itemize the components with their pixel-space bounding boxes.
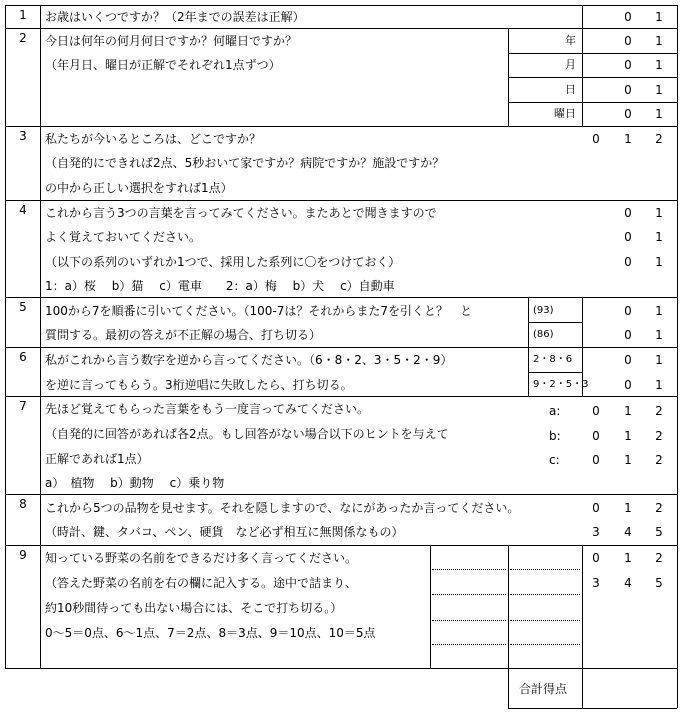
score-option[interactable]: 1 — [655, 83, 663, 97]
question-text: （以下の系列のいずれか1つで、採用した系列に〇をつけておく） — [45, 255, 401, 269]
item-number: 7 — [19, 399, 27, 413]
score-option[interactable]: 1 — [655, 304, 663, 318]
score-option[interactable]: 1 — [655, 206, 663, 220]
sub-label: 2・8・6 — [533, 354, 573, 365]
sub-label: c: — [549, 453, 560, 467]
score-option[interactable]: 2 — [655, 551, 663, 565]
score-option[interactable]: 1 — [655, 230, 663, 244]
question-text: 知っている野菜の名前をできるだけ多く言ってください。 — [45, 551, 358, 565]
item-number: 4 — [19, 203, 27, 217]
question-text: 私たちが今いるところは、どこですか？ — [45, 132, 262, 146]
score-option[interactable]: 0 — [624, 58, 632, 72]
score-option[interactable]: 1 — [624, 429, 632, 443]
item-number: 8 — [19, 497, 27, 511]
score-option[interactable]: 4 — [624, 525, 632, 539]
score-option[interactable]: 4 — [624, 576, 632, 590]
score-option[interactable]: 0 — [624, 206, 632, 220]
item-number: 9 — [19, 548, 27, 562]
total-score-label: 合計得点 — [519, 682, 568, 696]
item-number: 3 — [19, 129, 27, 143]
question-text: 100から7を順番に引いてください。（100-7は？それからまた7を引くと？ と — [45, 304, 473, 318]
score-option[interactable]: 0 — [624, 378, 632, 392]
item-number: 5 — [19, 300, 27, 314]
score-option[interactable]: 1 — [655, 58, 663, 72]
question-text: 正解であれば1点） — [45, 452, 149, 466]
question-text: （答えた野菜の名前を右の欄に記入する。途中で詰まり、 — [45, 576, 358, 590]
score-option[interactable]: 0 — [624, 10, 632, 24]
question-text: 私がこれから言う数字を逆から言ってください。（6・8・2、3・5・2・9） — [45, 353, 453, 367]
sub-label: 年 — [565, 34, 576, 47]
score-option[interactable]: 0 — [624, 328, 632, 342]
question-text: 先ほど覚えてもらった言葉をもう一度言ってみてください。 — [45, 402, 370, 416]
score-option[interactable]: 1 — [624, 551, 632, 565]
sub-label: (86) — [533, 329, 554, 340]
question-text: 0～5＝0点、6～1点、7＝2点、8＝3点、9＝10点、10＝5点 — [45, 626, 376, 640]
question-text: の中から正しい選択をすれば1点） — [45, 181, 233, 195]
question-text: を逆に言ってもらう。3桁逆唱に失敗したら、打ち切る。 — [45, 378, 353, 392]
score-option[interactable]: 0 — [592, 501, 600, 515]
score-option[interactable]: 1 — [655, 328, 663, 342]
score-option[interactable]: 5 — [655, 576, 663, 590]
score-option[interactable]: 0 — [624, 304, 632, 318]
question-text: 約10秒間待っても出ない場合には、そこで打ち切る。） — [45, 601, 343, 615]
score-option[interactable]: 1 — [624, 453, 632, 467]
sub-label: (93) — [533, 305, 554, 316]
score-option[interactable]: 0 — [624, 353, 632, 367]
question-text: （年月日、曜日が正解でそれぞれ1点ずつ） — [45, 58, 281, 72]
score-option[interactable]: 3 — [592, 576, 600, 590]
score-option[interactable]: 0 — [624, 230, 632, 244]
question-text: （時計、鍵、タバコ、ペン、硬貨 など必ず相互に無関係なもの） — [45, 525, 404, 539]
score-option[interactable]: 0 — [592, 429, 600, 443]
vegetable-entry-area[interactable] — [509, 546, 581, 667]
item-number: 6 — [19, 350, 27, 364]
score-option[interactable]: 2 — [655, 132, 663, 146]
question-text: これから言う3つの言葉を言ってみてください。またあとで聞きますので — [45, 206, 437, 220]
score-option[interactable]: 0 — [592, 132, 600, 146]
score-option[interactable]: 0 — [592, 453, 600, 467]
item-number: 1 — [19, 8, 27, 22]
score-option[interactable]: 5 — [655, 525, 663, 539]
score-option[interactable]: 1 — [624, 132, 632, 146]
sub-label: 曜日 — [554, 107, 576, 120]
score-option[interactable]: 0 — [624, 107, 632, 121]
sub-label: b: — [549, 429, 561, 443]
score-option[interactable]: 1 — [655, 353, 663, 367]
score-option[interactable]: 0 — [624, 255, 632, 269]
score-option[interactable]: 1 — [655, 34, 663, 48]
question-text: よく覚えておいてください。 — [45, 230, 202, 244]
score-option[interactable]: 1 — [655, 107, 663, 121]
score-option[interactable]: 3 — [592, 525, 600, 539]
question-text: 今日は何年の何月何日ですか？何曜日ですか？ — [45, 34, 298, 48]
item-number: 2 — [19, 31, 27, 45]
score-option[interactable]: 0 — [624, 83, 632, 97]
question-text: （自発的にできれば2点、5秒おいて家ですか？病院ですか？施設ですか？ — [45, 156, 445, 170]
score-option[interactable]: 1 — [655, 378, 663, 392]
sub-label: a: — [549, 404, 561, 418]
score-option[interactable]: 1 — [624, 404, 632, 418]
score-option[interactable]: 2 — [655, 453, 663, 467]
score-option[interactable]: 0 — [592, 404, 600, 418]
score-option[interactable]: 1 — [624, 501, 632, 515]
score-option[interactable]: 2 — [655, 501, 663, 515]
score-option[interactable]: 0 — [592, 551, 600, 565]
score-option[interactable]: 0 — [624, 34, 632, 48]
sub-label: 月 — [565, 58, 576, 71]
score-option[interactable]: 2 — [655, 429, 663, 443]
sub-label: 9・2・5・3 — [533, 379, 589, 390]
score-option[interactable]: 2 — [655, 404, 663, 418]
sub-label: 日 — [565, 83, 576, 96]
question-text: お歳はいくつですか？（2年までの誤差は正解） — [45, 10, 305, 24]
question-text: （自発的に回答があれば各2点。もし回答がない場合以下のヒントを与えて — [45, 427, 449, 441]
total-score-field[interactable] — [583, 669, 676, 707]
score-option[interactable]: 1 — [655, 10, 663, 24]
question-text: 質問する。最初の答えが不正解の場合、打ち切る） — [45, 328, 322, 342]
score-option[interactable]: 1 — [655, 255, 663, 269]
question-text: これから5つの品物を見せます。それを隠しますので、なにがあったか言ってください。 — [45, 501, 520, 515]
question-text: a） 植物 b）動物 c）乗り物 — [45, 476, 225, 490]
question-text: 1：a）桜 b）猫 c）電車 2：a）梅 b）犬 c）自動車 — [45, 279, 395, 293]
vegetable-entry-area[interactable] — [431, 546, 507, 667]
